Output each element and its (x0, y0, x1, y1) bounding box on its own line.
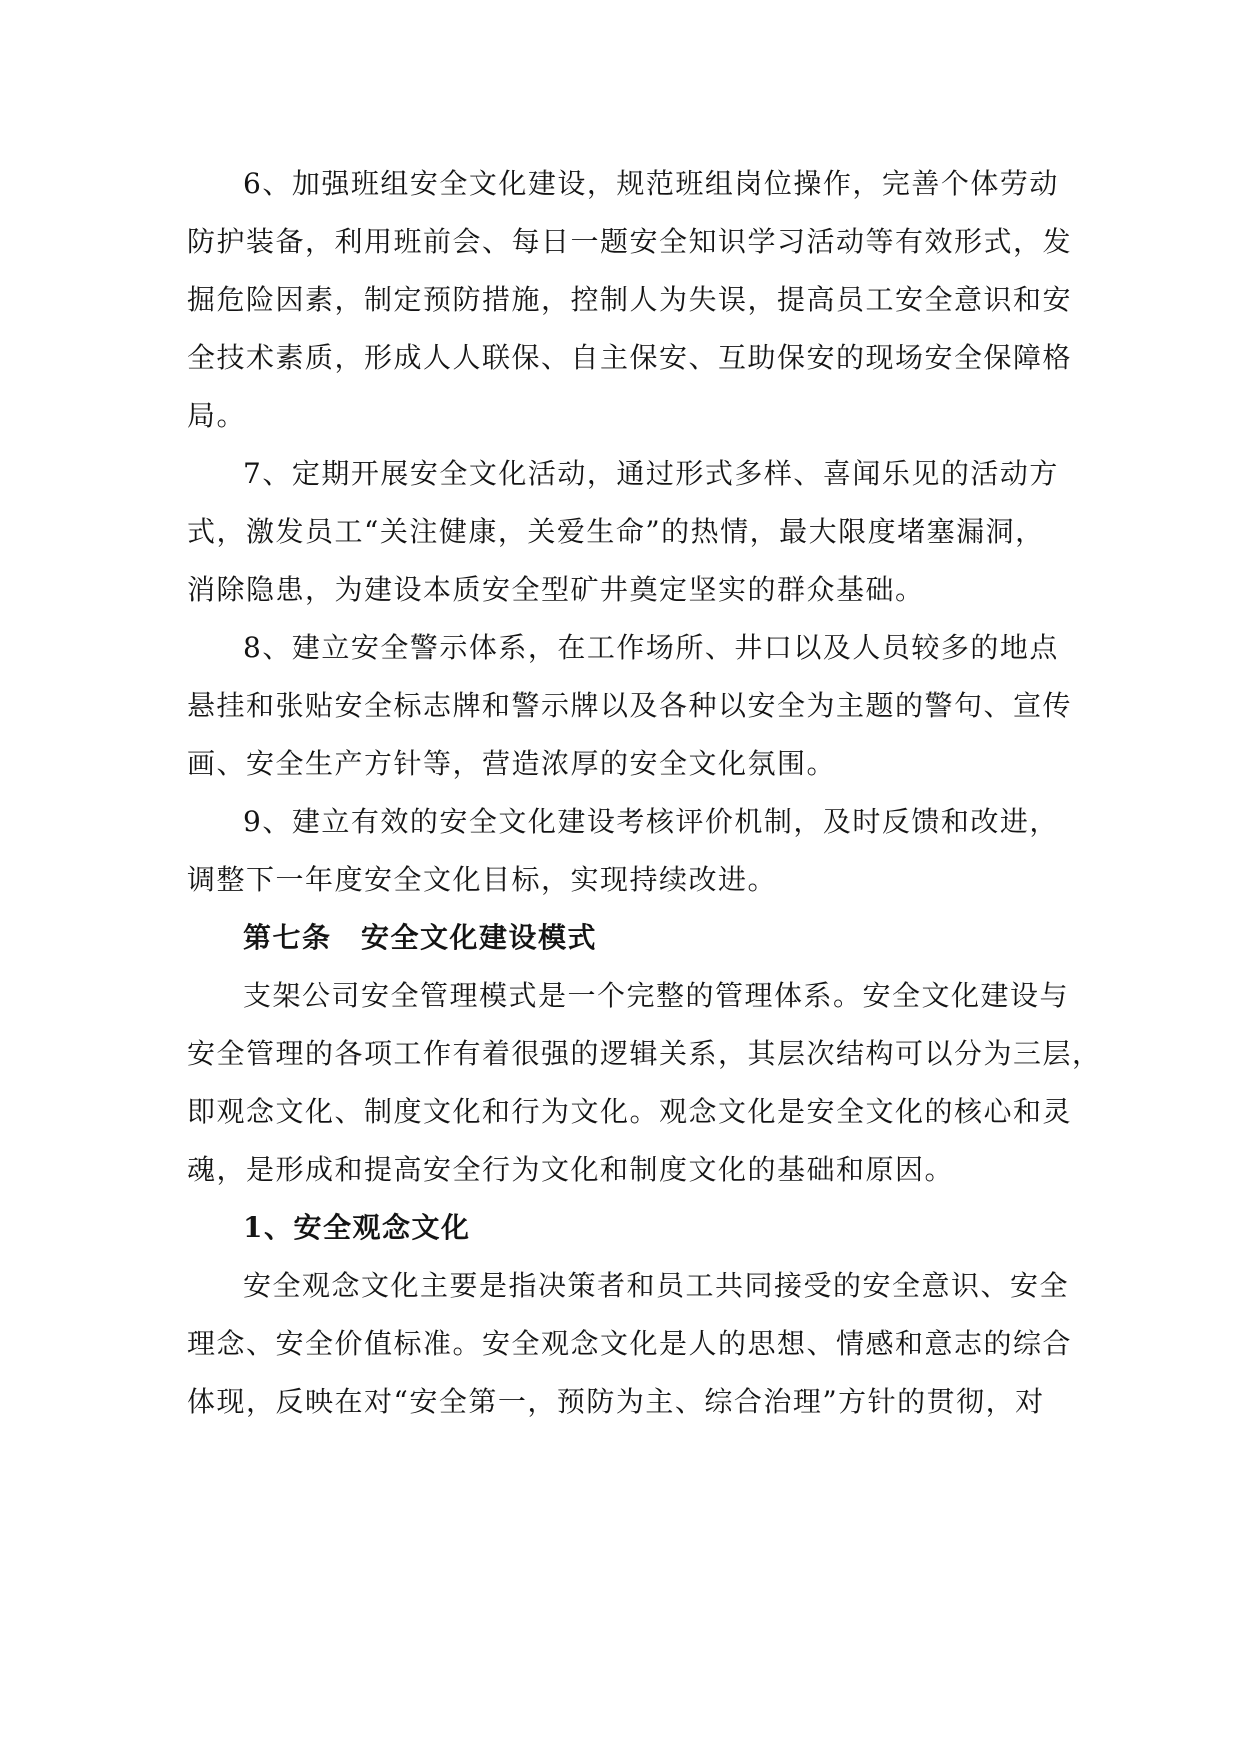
subsection-heading-concept-culture: 1、安全观念文化 (243, 1211, 471, 1244)
model-paragraph-line-1: 支架公司安全管理模式是一个完整的管理体系。安全文化建设与 (243, 979, 1070, 1012)
paragraph-8-line-2: 悬挂和张贴安全标志牌和警示牌以及各种以安全为主题的警句、宣传 (187, 689, 1073, 722)
paragraph-8-line-1: 8、建立安全警示体系，在工作场所、井口以及人员较多的地点 (243, 631, 1059, 664)
paragraph-9-line-2: 调整下一年度安全文化目标，实现持续改进。 (187, 863, 778, 896)
model-paragraph-line-3: 即观念文化、制度文化和行为文化。观念文化是安全文化的核心和灵 (187, 1095, 1073, 1128)
paragraph-7-line-2: 式，激发员工“关注健康，关爱生命”的热情，最大限度堵塞漏洞， (187, 515, 1045, 548)
paragraph-6-line-4: 全技术素质，形成人人联保、自主保安、互助保安的现场安全保障格 (187, 341, 1073, 374)
paragraph-9-line-1: 9、建立有效的安全文化建设考核评价机制，及时反馈和改进， (243, 805, 1059, 838)
paragraph-6-line-2: 防护装备，利用班前会、每日一题安全知识学习活动等有效形式，发 (187, 225, 1073, 258)
model-paragraph-line-2: 安全管理的各项工作有着很强的逻辑关系，其层次结构可以分为三层， (187, 1037, 1102, 1070)
paragraph-6-line-3: 掘危险因素，制定预防措施，控制人为失误，提高员工安全意识和安 (187, 283, 1073, 316)
section-heading-article-7: 第七条 安全文化建设模式 (243, 921, 598, 954)
paragraph-6-line-5: 局。 (187, 399, 247, 432)
paragraph-7-line-1: 7、定期开展安全文化活动，通过形式多样、喜闻乐见的活动方 (243, 457, 1059, 490)
paragraph-7-line-3: 消除隐患，为建设本质安全型矿井奠定坚实的群众基础。 (187, 573, 925, 606)
concept-paragraph-line-1: 安全观念文化主要是指决策者和员工共同接受的安全意识、安全 (243, 1269, 1070, 1302)
model-paragraph-line-4: 魂，是形成和提高安全行为文化和制度文化的基础和原因。 (187, 1153, 955, 1186)
concept-paragraph-line-3: 体现，反映在对“安全第一，预防为主、综合治理”方针的贯彻，对 (187, 1385, 1045, 1418)
concept-paragraph-line-2: 理念、安全价值标准。安全观念文化是人的思想、情感和意志的综合 (187, 1327, 1073, 1360)
paragraph-6-line-1: 6、加强班组安全文化建设，规范班组岗位操作，完善个体劳动 (243, 167, 1059, 200)
paragraph-8-line-3: 画、安全生产方针等，营造浓厚的安全文化氛围。 (187, 747, 837, 780)
